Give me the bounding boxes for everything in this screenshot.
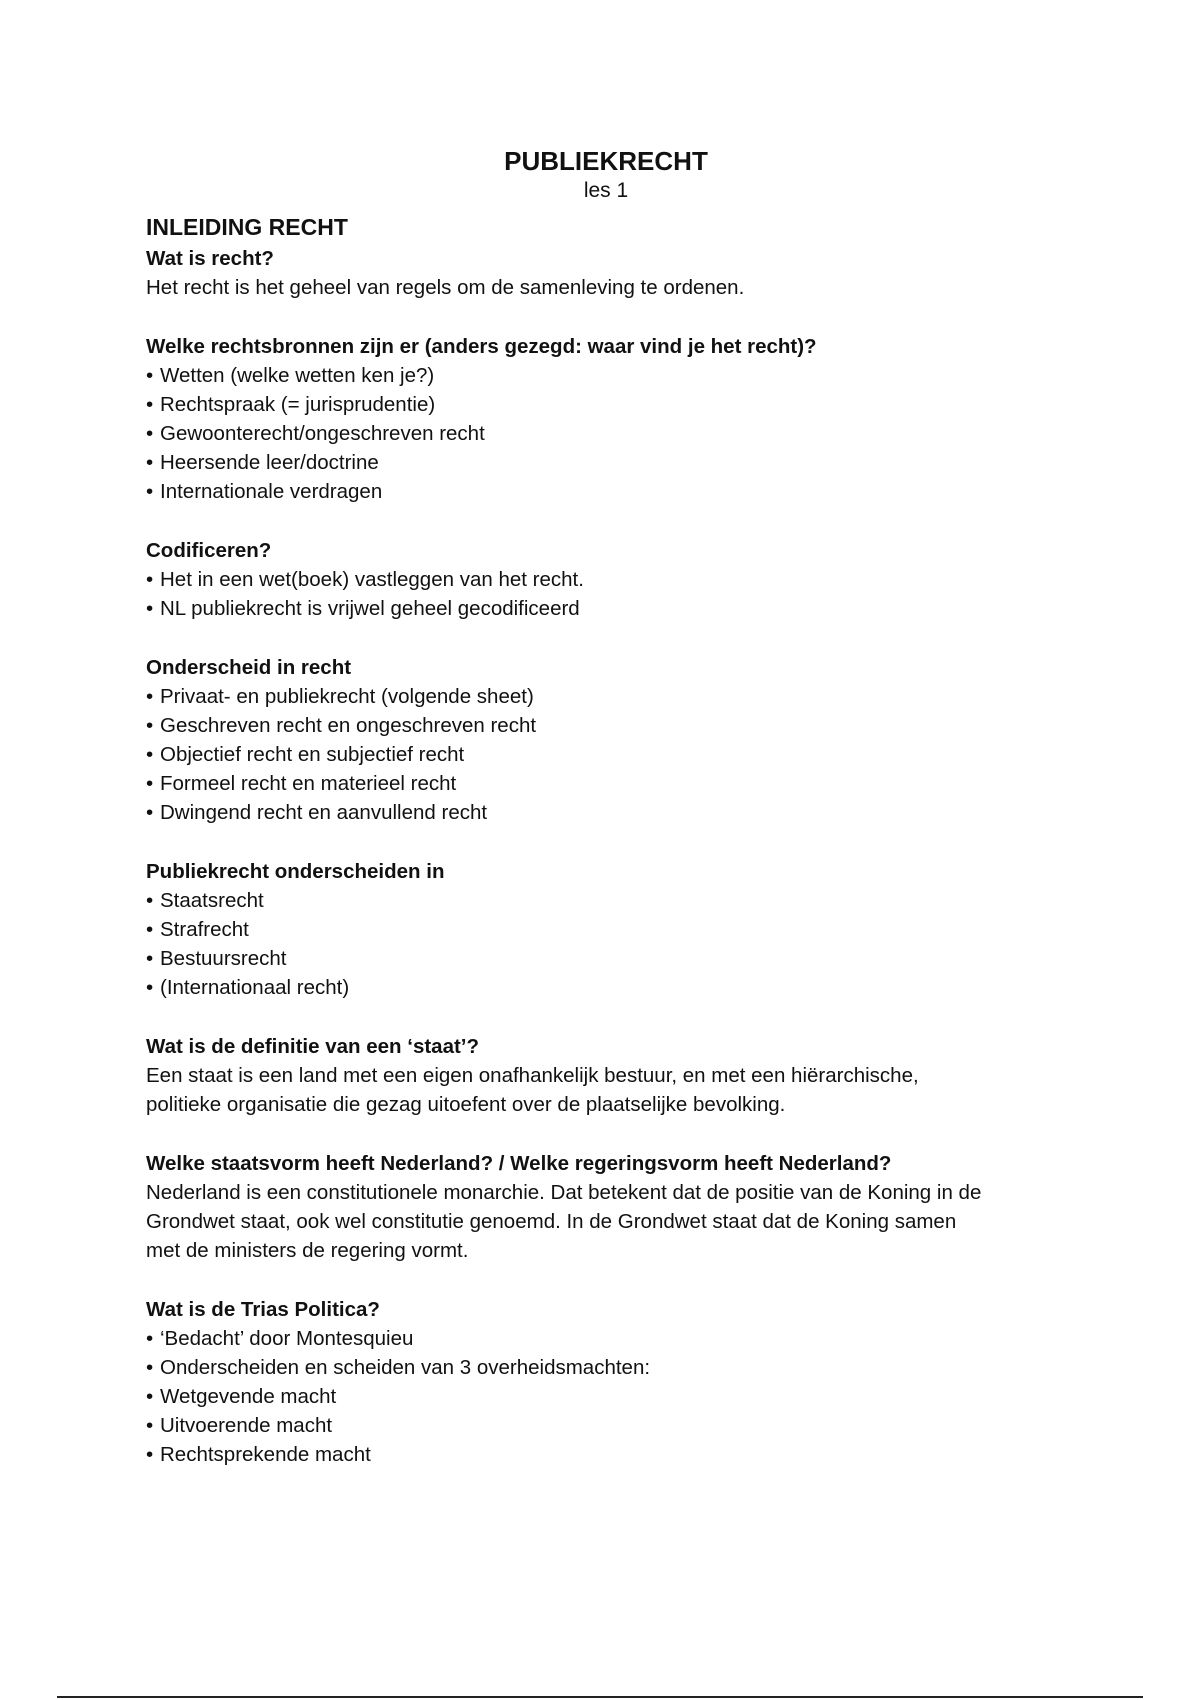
list-item: [146, 886, 1066, 915]
list-item-text: Staatsrecht: [160, 889, 264, 912]
section-heading: INLEIDING RECHT: [146, 214, 348, 240]
bullet-icon: •: [146, 568, 154, 591]
question-heading: Welke rechtsbronnen zijn er (anders gezegd: waar vind je het recht)?: [146, 335, 817, 358]
list-item: [146, 682, 1066, 711]
list-item: [146, 1353, 1066, 1382]
question-heading: Codificeren?: [146, 539, 272, 562]
answer-line: Nederland is een constitutionele monarchie. Dat betekent dat de positie van de Koning in de: [146, 1181, 982, 1204]
list-item-text: Dwingend recht en aanvullend recht: [160, 801, 488, 824]
list-item: [146, 390, 1066, 419]
question-heading: Wat is de definitie van een ‘staat’?: [146, 1035, 480, 1058]
bullet-list: [146, 1324, 1066, 1469]
question-heading: Wat is recht?: [146, 247, 274, 270]
list-item: [146, 419, 1066, 448]
list-item: [146, 944, 1066, 973]
list-item-text: Bestuursrecht: [160, 947, 287, 970]
bullet-icon: •: [146, 889, 154, 912]
bullet-icon: •: [146, 480, 154, 503]
block-rechtsbronnen: [146, 332, 1066, 506]
answer-line: politieke organisatie die gezag uitoefent over de plaatselijke bevolking.: [146, 1093, 786, 1116]
list-item-text: Rechtsprekende macht: [160, 1443, 371, 1466]
bullet-icon: •: [146, 1443, 154, 1466]
list-item-text: Formeel recht en materieel recht: [160, 772, 457, 795]
document-title: PUBLIEKRECHT: [504, 146, 708, 176]
bullet-icon: •: [146, 772, 154, 795]
bullet-icon: •: [146, 976, 154, 999]
bullet-list: [146, 886, 1066, 1002]
answer-line: Grondwet staat, ook wel constitutie genoemd. In de Grondwet staat dat de Koning samen: [146, 1210, 957, 1233]
list-item-text: ‘Bedacht’ door Montesquieu: [160, 1327, 414, 1350]
bullet-icon: •: [146, 1356, 154, 1379]
list-item: [146, 973, 1066, 1002]
list-item: [146, 769, 1066, 798]
bullet-icon: •: [146, 364, 154, 387]
list-item: [146, 711, 1066, 740]
list-item-text: Privaat- en publiekrecht (volgende sheet): [160, 685, 534, 708]
bullet-list: [146, 565, 1066, 623]
bullet-icon: •: [146, 918, 154, 941]
list-item-text: Rechtspraak (= jurisprudentie): [160, 393, 436, 416]
question-heading: Wat is de Trias Politica?: [146, 1298, 380, 1321]
list-item: [146, 1324, 1066, 1353]
bullet-icon: •: [146, 714, 154, 737]
answer-line: met de ministers de regering vormt.: [146, 1239, 469, 1262]
question-heading: Onderscheid in recht: [146, 656, 352, 679]
bullet-icon: •: [146, 947, 154, 970]
bullet-icon: •: [146, 597, 154, 620]
list-item-text: Onderscheiden en scheiden van 3 overheidsmachten:: [160, 1356, 651, 1379]
bullet-icon: •: [146, 1414, 154, 1437]
list-item-text: (Internationaal recht): [160, 976, 350, 999]
list-item: [146, 361, 1066, 390]
list-item-text: Internationale verdragen: [160, 480, 383, 503]
bullet-list: [146, 361, 1066, 506]
bullet-icon: •: [146, 451, 154, 474]
question-heading: Welke staatsvorm heeft Nederland? / Welke regeringsvorm heeft Nederland?: [146, 1152, 892, 1175]
list-item: [146, 565, 1066, 594]
list-item-text: Gewoonterecht/ongeschreven recht: [160, 422, 485, 445]
block-codificeren: [146, 536, 1066, 623]
list-item: [146, 1440, 1066, 1469]
list-item: [146, 1382, 1066, 1411]
answer-line: Een staat is een land met een eigen onafhankelijk bestuur, en met een hiërarchische,: [146, 1064, 919, 1087]
document-subtitle: les 1: [583, 179, 629, 202]
answer-paragraph: Het recht is het geheel van regels om de samenleving te ordenen.: [146, 276, 745, 299]
list-item-text: Wetgevende macht: [160, 1385, 337, 1408]
document-content: [146, 145, 1066, 1499]
list-item-text: Uitvoerende macht: [160, 1414, 333, 1437]
bullet-list: [146, 682, 1066, 827]
bullet-icon: •: [146, 422, 154, 445]
list-item: [146, 740, 1066, 769]
list-item: [146, 798, 1066, 827]
list-item-text: Heersende leer/doctrine: [160, 451, 379, 474]
block-wat-is-recht: [146, 244, 1066, 302]
list-item-text: Objectief recht en subjectief recht: [160, 743, 465, 766]
block-trias-politica: [146, 1295, 1066, 1469]
question-heading: Publiekrecht onderscheiden in: [146, 860, 445, 883]
block-onderscheid-in-recht: [146, 653, 1066, 827]
block-definitie-staat: [146, 1032, 1066, 1119]
bullet-icon: •: [146, 1385, 154, 1408]
block-staatsvorm: [146, 1149, 1066, 1265]
list-item: [146, 477, 1066, 506]
list-item: [146, 448, 1066, 477]
list-item: [146, 594, 1066, 623]
bullet-icon: •: [146, 393, 154, 416]
list-item-text: Het in een wet(boek) vastleggen van het recht.: [160, 568, 584, 591]
list-item-text: Wetten (welke wetten ken je?): [160, 364, 435, 387]
block-publiekrecht-onderscheiden: [146, 857, 1066, 1002]
list-item: [146, 1411, 1066, 1440]
list-item-text: NL publiekrecht is vrijwel geheel gecodificeerd: [160, 597, 580, 620]
bullet-icon: •: [146, 801, 154, 824]
footer-divider: [57, 1696, 1143, 1698]
list-item-text: Strafrecht: [160, 918, 249, 941]
list-item: [146, 915, 1066, 944]
bullet-icon: •: [146, 1327, 154, 1350]
bullet-icon: •: [146, 743, 154, 766]
bullet-icon: •: [146, 685, 154, 708]
list-item-text: Geschreven recht en ongeschreven recht: [160, 714, 537, 737]
